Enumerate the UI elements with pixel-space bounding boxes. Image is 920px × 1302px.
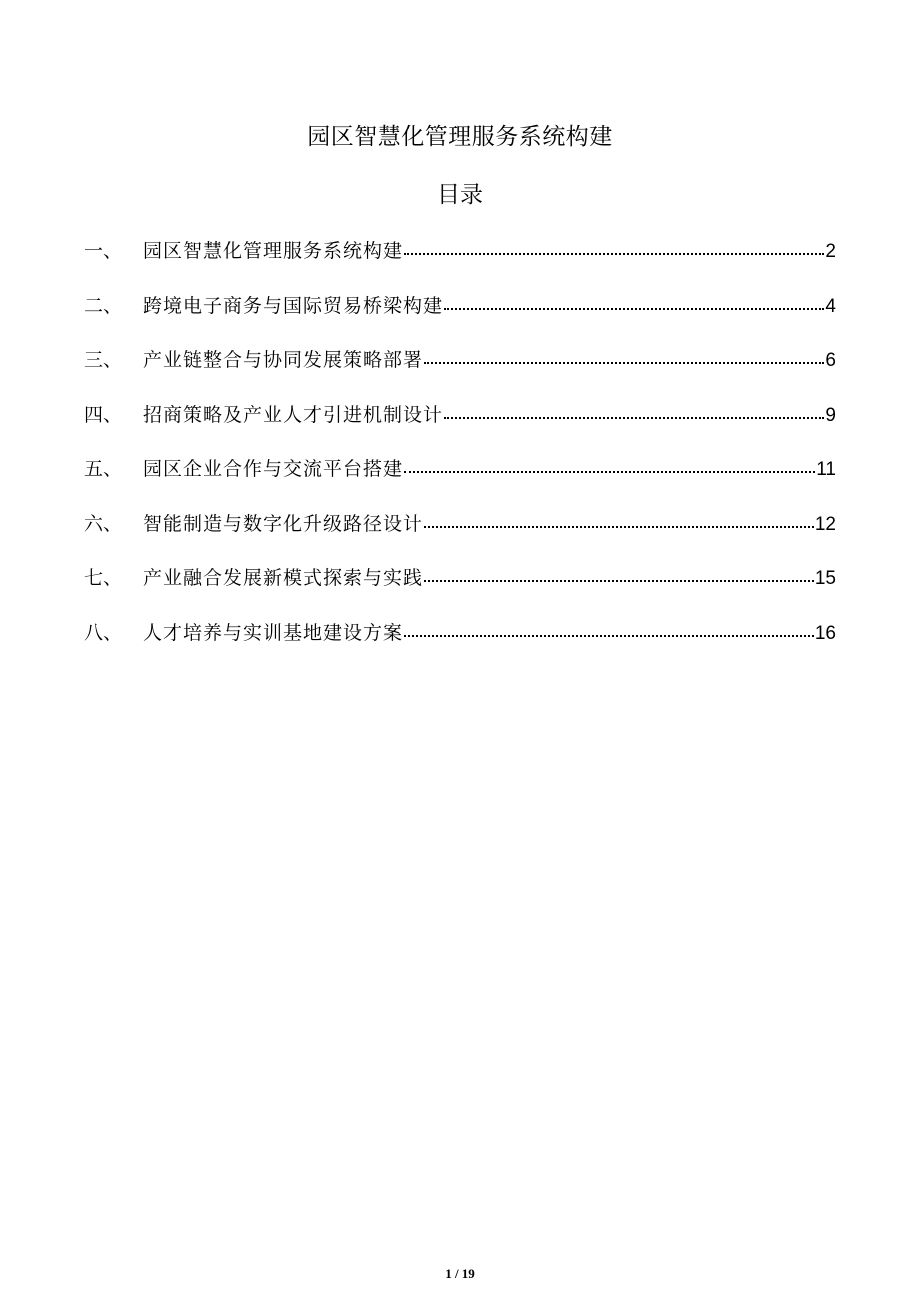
toc-entry-page: 6 xyxy=(825,350,836,371)
toc-entry[interactable] xyxy=(84,343,836,398)
toc-entry-number: 二、 xyxy=(84,294,123,317)
toc-entry-number: 五、 xyxy=(84,458,123,480)
toc-entry-label: 产业链整合与协同发展策略部署 xyxy=(143,349,424,371)
toc-dot-leader xyxy=(404,237,824,257)
toc-entry-number: 七、 xyxy=(84,567,123,589)
toc-entry[interactable] xyxy=(84,289,836,344)
toc-entry-label: 园区企业合作与交流平台搭建 xyxy=(143,458,404,480)
page-number-footer: 1 / 19 xyxy=(445,1266,475,1281)
toc-entry-number: 一、 xyxy=(84,240,123,262)
toc-entry-label: 产业融合发展新模式探索与实践 xyxy=(143,567,424,589)
toc-entry-number: 六、 xyxy=(84,512,123,535)
toc-dot-leader xyxy=(424,346,824,366)
toc-entry[interactable] xyxy=(84,452,836,507)
toc-entry-page: 12 xyxy=(814,513,836,535)
toc-dot-leader xyxy=(404,619,814,639)
table-of-contents xyxy=(84,234,836,670)
toc-entry-page: 9 xyxy=(825,404,836,426)
toc-entry-label: 园区智慧化管理服务系统构建 xyxy=(143,240,404,262)
toc-entry-label: 人才培养与实训基地建设方案 xyxy=(143,621,404,644)
toc-entry-page: 11 xyxy=(816,459,836,480)
toc-entry[interactable] xyxy=(84,561,836,616)
toc-entry-page: 4 xyxy=(825,295,836,317)
toc-dot-leader xyxy=(424,564,814,584)
toc-entry-number: 三、 xyxy=(84,349,123,371)
toc-entry-page: 15 xyxy=(814,568,836,589)
toc-heading: 目录 xyxy=(437,182,483,208)
toc-entry[interactable] xyxy=(84,616,836,671)
toc-entry-label: 跨境电子商务与国际贸易桥梁构建 xyxy=(143,294,444,317)
document-title: 园区智慧化管理服务系统构建 xyxy=(307,124,613,150)
toc-entry-page: 16 xyxy=(814,622,836,644)
toc-entry-number: 四、 xyxy=(84,403,123,426)
toc-entry-label: 招商策略及产业人才引进机制设计 xyxy=(143,403,444,426)
toc-entry-label: 智能制造与数字化升级路径设计 xyxy=(143,512,424,535)
toc-entry[interactable] xyxy=(84,234,836,289)
toc-dot-leader xyxy=(424,510,814,530)
toc-entry-number: 八、 xyxy=(84,621,123,644)
toc-dot-leader xyxy=(404,455,815,475)
toc-dot-leader xyxy=(444,292,824,312)
toc-entry[interactable] xyxy=(84,398,836,453)
toc-dot-leader xyxy=(444,401,824,421)
toc-entry-page: 2 xyxy=(825,241,836,262)
toc-entry[interactable] xyxy=(84,507,836,562)
